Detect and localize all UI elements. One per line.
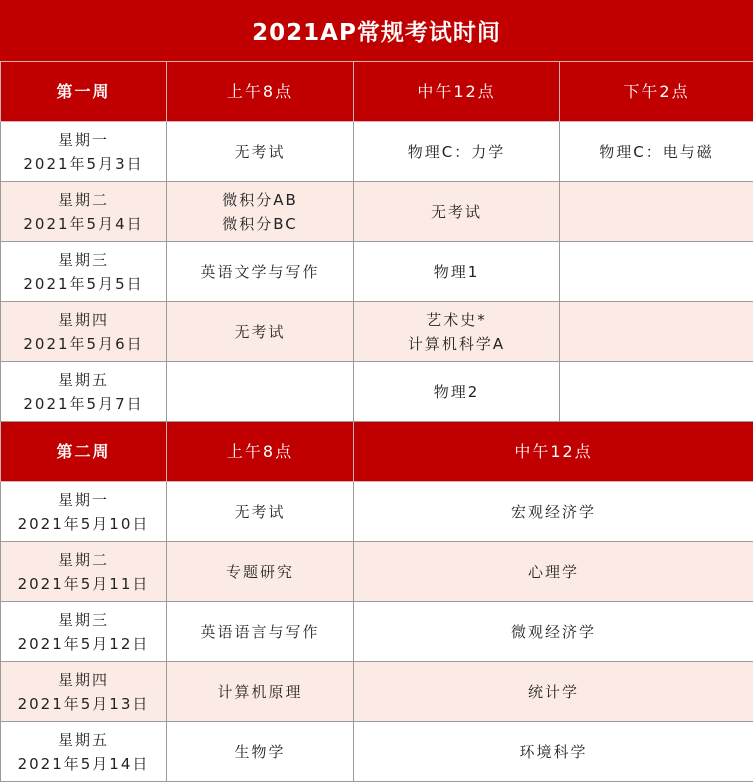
day-cell: 星期一 2021年5月10日 [1,482,167,542]
exam-cell [560,362,753,422]
table-row [1,182,753,242]
week2-label: 第二周 [1,422,167,482]
exam-cell: 物理C：力学 [354,122,560,182]
day-cell: 星期二 2021年5月11日 [1,542,167,602]
exam-cell [560,302,753,362]
exam-cell: 专题研究 [167,542,354,602]
table-row [1,362,753,422]
table-row [1,122,753,182]
exam-cell: 无考试 [167,482,354,542]
exam-cell: 物理C：电与磁 [560,122,753,182]
week2-col-morning: 上午8点 [167,422,354,482]
table-row [1,482,753,542]
week1-col-morning: 上午8点 [167,62,354,122]
exam-cell: 英语语言与写作 [167,602,354,662]
day-cell: 星期五 2021年5月14日 [1,722,167,782]
exam-schedule-table [0,61,753,782]
day-cell: 星期三 2021年5月5日 [1,242,167,302]
table-row [1,542,753,602]
day-cell: 星期四 2021年5月13日 [1,662,167,722]
exam-cell: 宏观经济学 [354,482,753,542]
exam-cell: 无考试 [167,302,354,362]
day-cell: 星期五 2021年5月7日 [1,362,167,422]
day-cell: 星期三 2021年5月12日 [1,602,167,662]
exam-cell [560,182,753,242]
exam-cell: 微积分AB 微积分BC [167,182,354,242]
table-row [1,602,753,662]
exam-cell: 英语文学与写作 [167,242,354,302]
exam-cell: 微观经济学 [354,602,753,662]
day-cell: 星期一 2021年5月3日 [1,122,167,182]
week1-col-afternoon: 下午2点 [560,62,753,122]
exam-cell: 统计学 [354,662,753,722]
exam-cell: 物理2 [354,362,560,422]
table-row [1,242,753,302]
exam-cell [167,362,354,422]
table-row [1,722,753,782]
day-cell: 星期四 2021年5月6日 [1,302,167,362]
exam-cell: 无考试 [354,182,560,242]
exam-cell: 计算机原理 [167,662,354,722]
exam-cell: 物理1 [354,242,560,302]
exam-cell: 环境科学 [354,722,753,782]
week1-label: 第一周 [1,62,167,122]
exam-cell [560,242,753,302]
week1-col-noon: 中午12点 [354,62,560,122]
exam-cell: 心理学 [354,542,753,602]
day-cell: 星期二 2021年5月4日 [1,182,167,242]
week2-header-row [1,422,753,482]
exam-cell: 艺术史* 计算机科学A [354,302,560,362]
table-row [1,302,753,362]
week1-header-row [1,62,753,122]
exam-cell: 无考试 [167,122,354,182]
exam-cell: 生物学 [167,722,354,782]
page-title: 2021AP常规考试时间 [0,0,753,61]
table-row [1,662,753,722]
week2-col-noon: 中午12点 [354,422,753,482]
